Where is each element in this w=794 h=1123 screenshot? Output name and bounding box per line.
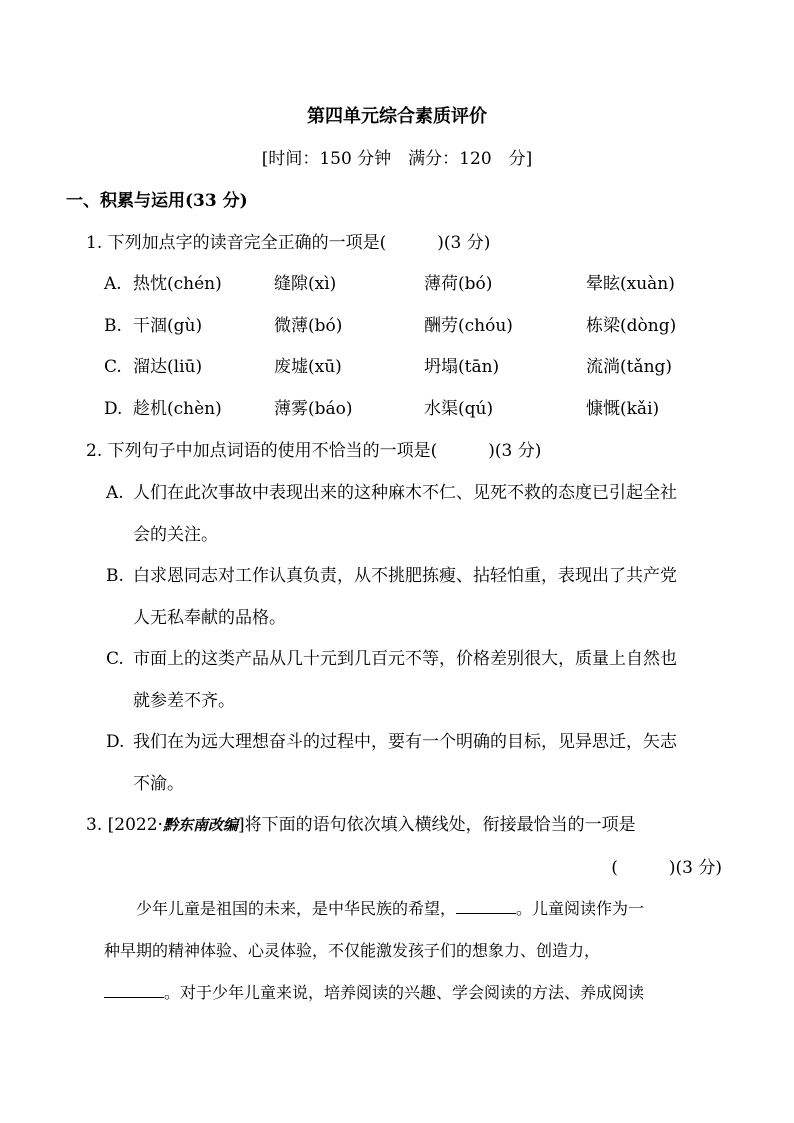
option-item: 缝隙(xì) xyxy=(274,274,337,294)
option-label: D. xyxy=(106,732,125,752)
section-heading: 一、积累与运用(33 分) xyxy=(66,191,248,211)
passage-text: 少年儿童是祖国的未来，是中华民族的希望， xyxy=(136,899,457,918)
option-item: 废墟(xū) xyxy=(274,357,342,377)
passage-line-3 xyxy=(104,982,644,1004)
option-text: 会的关注。 xyxy=(133,525,218,545)
option-item: 流淌(tǎng) xyxy=(586,357,673,377)
option-text: 人们在此次事故中表现出来的这种麻木不仁、见死不救的态度已引起全社 xyxy=(133,483,677,503)
option-item: 薄雾(báo) xyxy=(274,399,353,419)
option-label: C. xyxy=(104,357,122,377)
question-3-number: 3. [2022· xyxy=(86,815,163,835)
passage-line-2: 种早期的精神体验、心灵体验，不仅能激发孩子们的想象力、创造力， xyxy=(104,941,601,960)
question-3-source: 黔东南改编 xyxy=(162,816,238,834)
question-3-text: ]将下面的语句依次填入横线处，衔接最恰当的一项是 xyxy=(237,815,636,835)
option-text: 就参差不齐。 xyxy=(133,691,235,711)
option-item: 慷慨(kǎi) xyxy=(586,399,660,419)
option-label: A. xyxy=(104,274,122,294)
question-3-score: ( )(3 分) xyxy=(611,858,722,878)
option-item: 晕眩(xuàn) xyxy=(586,274,675,294)
page-title: 第四单元综合素质评价 xyxy=(307,106,487,127)
option-label: B. xyxy=(106,566,124,586)
option-text: 白求恩同志对工作认真负责，从不挑肥拣瘦、拈轻怕重，表现出了共产党 xyxy=(133,566,677,586)
option-item: 栋梁(dòng) xyxy=(586,316,677,336)
option-item: 薄荷(bó) xyxy=(424,274,493,294)
option-label: D. xyxy=(104,399,123,419)
exam-info: [时间：150 分钟 满分：120 分] xyxy=(261,149,533,169)
option-item: 坍塌(tān) xyxy=(424,357,500,377)
option-text: 人无私奉献的品格。 xyxy=(133,608,286,628)
passage-line-1 xyxy=(136,898,644,920)
answer-blank-1[interactable] xyxy=(456,899,516,914)
option-item: 溜达(liū) xyxy=(133,357,203,377)
option-item: 酬劳(chóu) xyxy=(424,316,513,336)
option-label: C. xyxy=(106,649,124,669)
option-item: 干涸(gù) xyxy=(133,316,203,336)
option-label: B. xyxy=(104,316,122,336)
option-label: A. xyxy=(106,483,124,503)
option-item: 微薄(bó) xyxy=(274,316,343,336)
passage-text: 。儿童阅读作为一 xyxy=(516,899,645,918)
answer-blank-2[interactable] xyxy=(104,983,164,998)
option-item: 水渠(qú) xyxy=(424,399,494,419)
question-3-stem xyxy=(86,814,636,836)
option-text: 市面上的这类产品从几十元到几百元不等，价格差别很大，质量上自然也 xyxy=(133,649,677,669)
option-item: 趁机(chèn) xyxy=(133,399,222,419)
passage-text: 。对于少年儿童来说，培养阅读的兴趣、学会阅读的方法、养成阅读 xyxy=(164,983,645,1002)
option-text: 我们在为远大理想奋斗的过程中，要有一个明确的目标，见异思迁，矢志 xyxy=(133,732,677,752)
question-1-stem: 1. 下列加点字的读音完全正确的一项是( )(3 分) xyxy=(86,233,491,253)
question-2-stem: 2. 下列句子中加点词语的使用不恰当的一项是( )(3 分) xyxy=(86,441,542,461)
option-text: 不渝。 xyxy=(133,774,184,794)
option-item: 热忱(chén) xyxy=(133,274,222,294)
